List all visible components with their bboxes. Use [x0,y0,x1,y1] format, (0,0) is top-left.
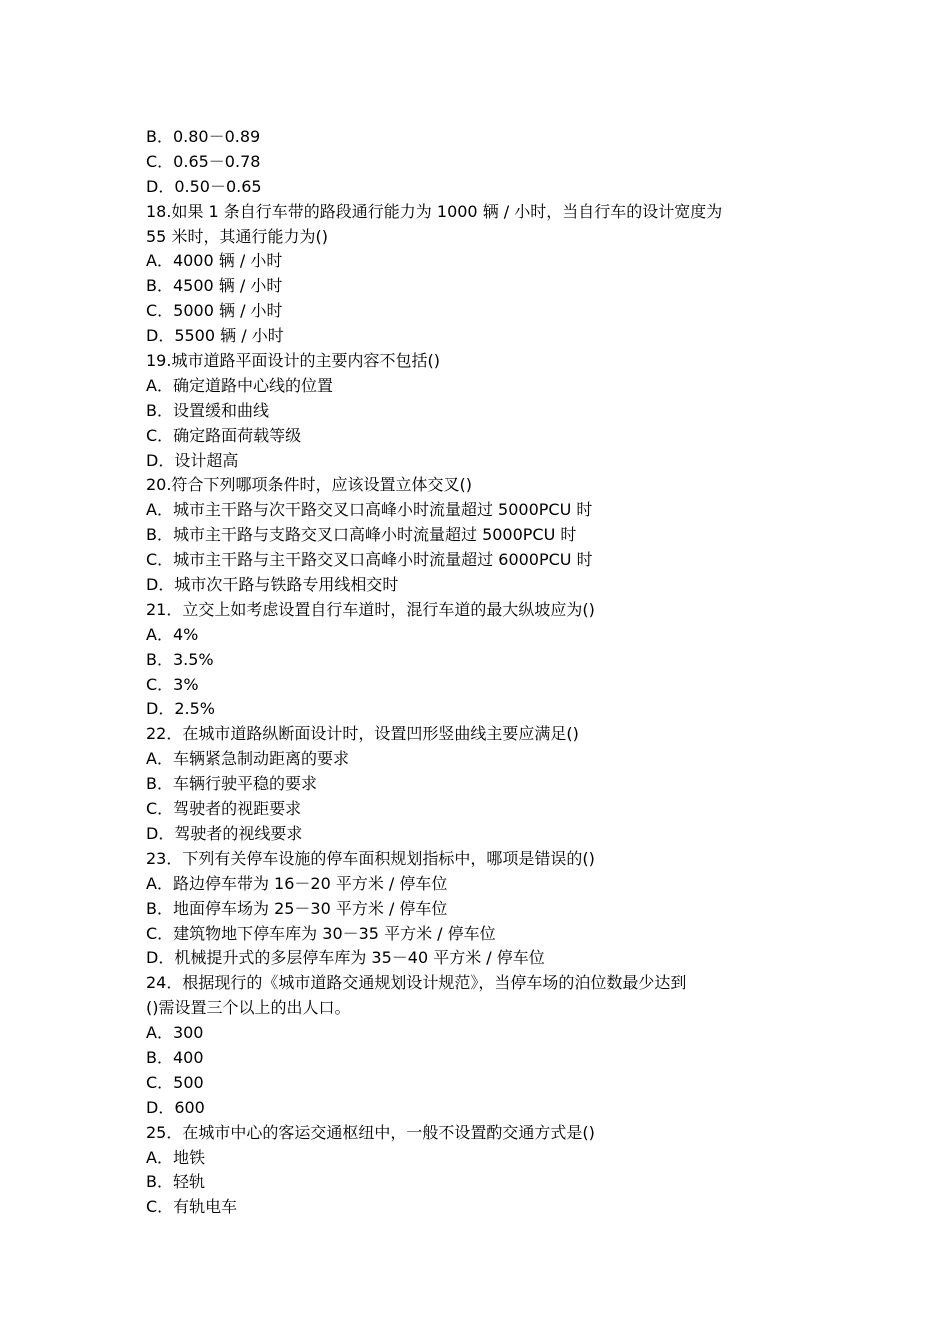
document-line: D．0.50－0.65 [146,176,262,196]
document-line: C．有轨电车 [146,1197,238,1217]
document-line: C．城市主干路与主干路交叉口高峰小时流量超过 6000PCU 时 [146,550,593,570]
document-line: 20.符合下列哪项条件时，应该设置立体交叉() [146,475,472,495]
document-line: B．3.5% [146,649,214,669]
document-line: A．4000 辆 / 小时 [146,251,283,271]
document-line: 24．根据现行的《城市道路交通规划设计规范》，当停车场的泊位数最少达到 [146,973,687,993]
document-line: A．4% [146,624,199,644]
document-line: C．驾驶者的视距要求 [146,799,302,819]
document-line: D．城市次干路与铁路专用线相交时 [146,575,399,595]
document-line: C．确定路面荷载等级 [146,425,302,445]
document-line: 21．立交上如考虑设置自行车道时，混行车道的最大纵坡应为() [146,599,595,619]
document-line: 19.城市道路平面设计的主要内容不包括() [146,351,440,371]
document-line: C．0.65－0.78 [146,151,261,171]
document-line: B．4500 辆 / 小时 [146,276,283,296]
document-line: ()需设置三个以上的出人口。 [146,998,351,1018]
document-line: 18.如果 1 条自行车带的路段通行能力为 1000 辆 / 小时，当自行车的设计宽度为 [146,201,723,221]
document-line: D．600 [146,1097,205,1117]
document-line: B．轻轨 [146,1172,205,1192]
document-body [146,125,816,1220]
document-line: C．5000 辆 / 小时 [146,301,283,321]
document-line: D．5500 辆 / 小时 [146,326,284,346]
document-line: A．城市主干路与次干路交叉口高峰小时流量超过 5000PCU 时 [146,500,593,520]
document-line: A．路边停车带为 16－20 平方米 / 停车位 [146,873,448,893]
document-line: A．300 [146,1023,204,1043]
document-line: 25．在城市中心的客运交通枢纽中，一般不设置酌交通方式是() [146,1122,595,1142]
document-line: B．设置缓和曲线 [146,400,269,420]
document-line: B．0.80－0.89 [146,127,261,146]
document-line: C．500 [146,1072,204,1092]
document-line: B．车辆行驶平稳的要求 [146,774,317,794]
document-line: A．车辆紧急制动距离的要求 [146,749,349,769]
document-line: A．确定道路中心线的位置 [146,375,333,395]
document-line: 22．在城市道路纵断面设计时，设置凹形竖曲线主要应满足() [146,724,579,744]
document-line: C．建筑物地下停车库为 30－35 平方米 / 停车位 [146,923,496,943]
document-line: B．400 [146,1047,204,1067]
document-line: B．地面停车场为 25－30 平方米 / 停车位 [146,898,448,918]
document-line: D．设计超高 [146,450,239,470]
document-line: D．机械提升式的多层停车库为 35－40 平方米 / 停车位 [146,948,545,968]
document-line: D．驾驶者的视线要求 [146,823,303,843]
document-line: D．2.5% [146,699,215,719]
document-line: 23．下列有关停车设施的停车面积规划指标中，哪项是错误的() [146,848,595,868]
document-line: B．城市主干路与支路交叉口高峰小时流量超过 5000PCU 时 [146,525,577,545]
document-line: C．3% [146,674,199,694]
document-line: A．地铁 [146,1147,205,1167]
document-line: 55 米时，其通行能力为() [146,226,328,246]
